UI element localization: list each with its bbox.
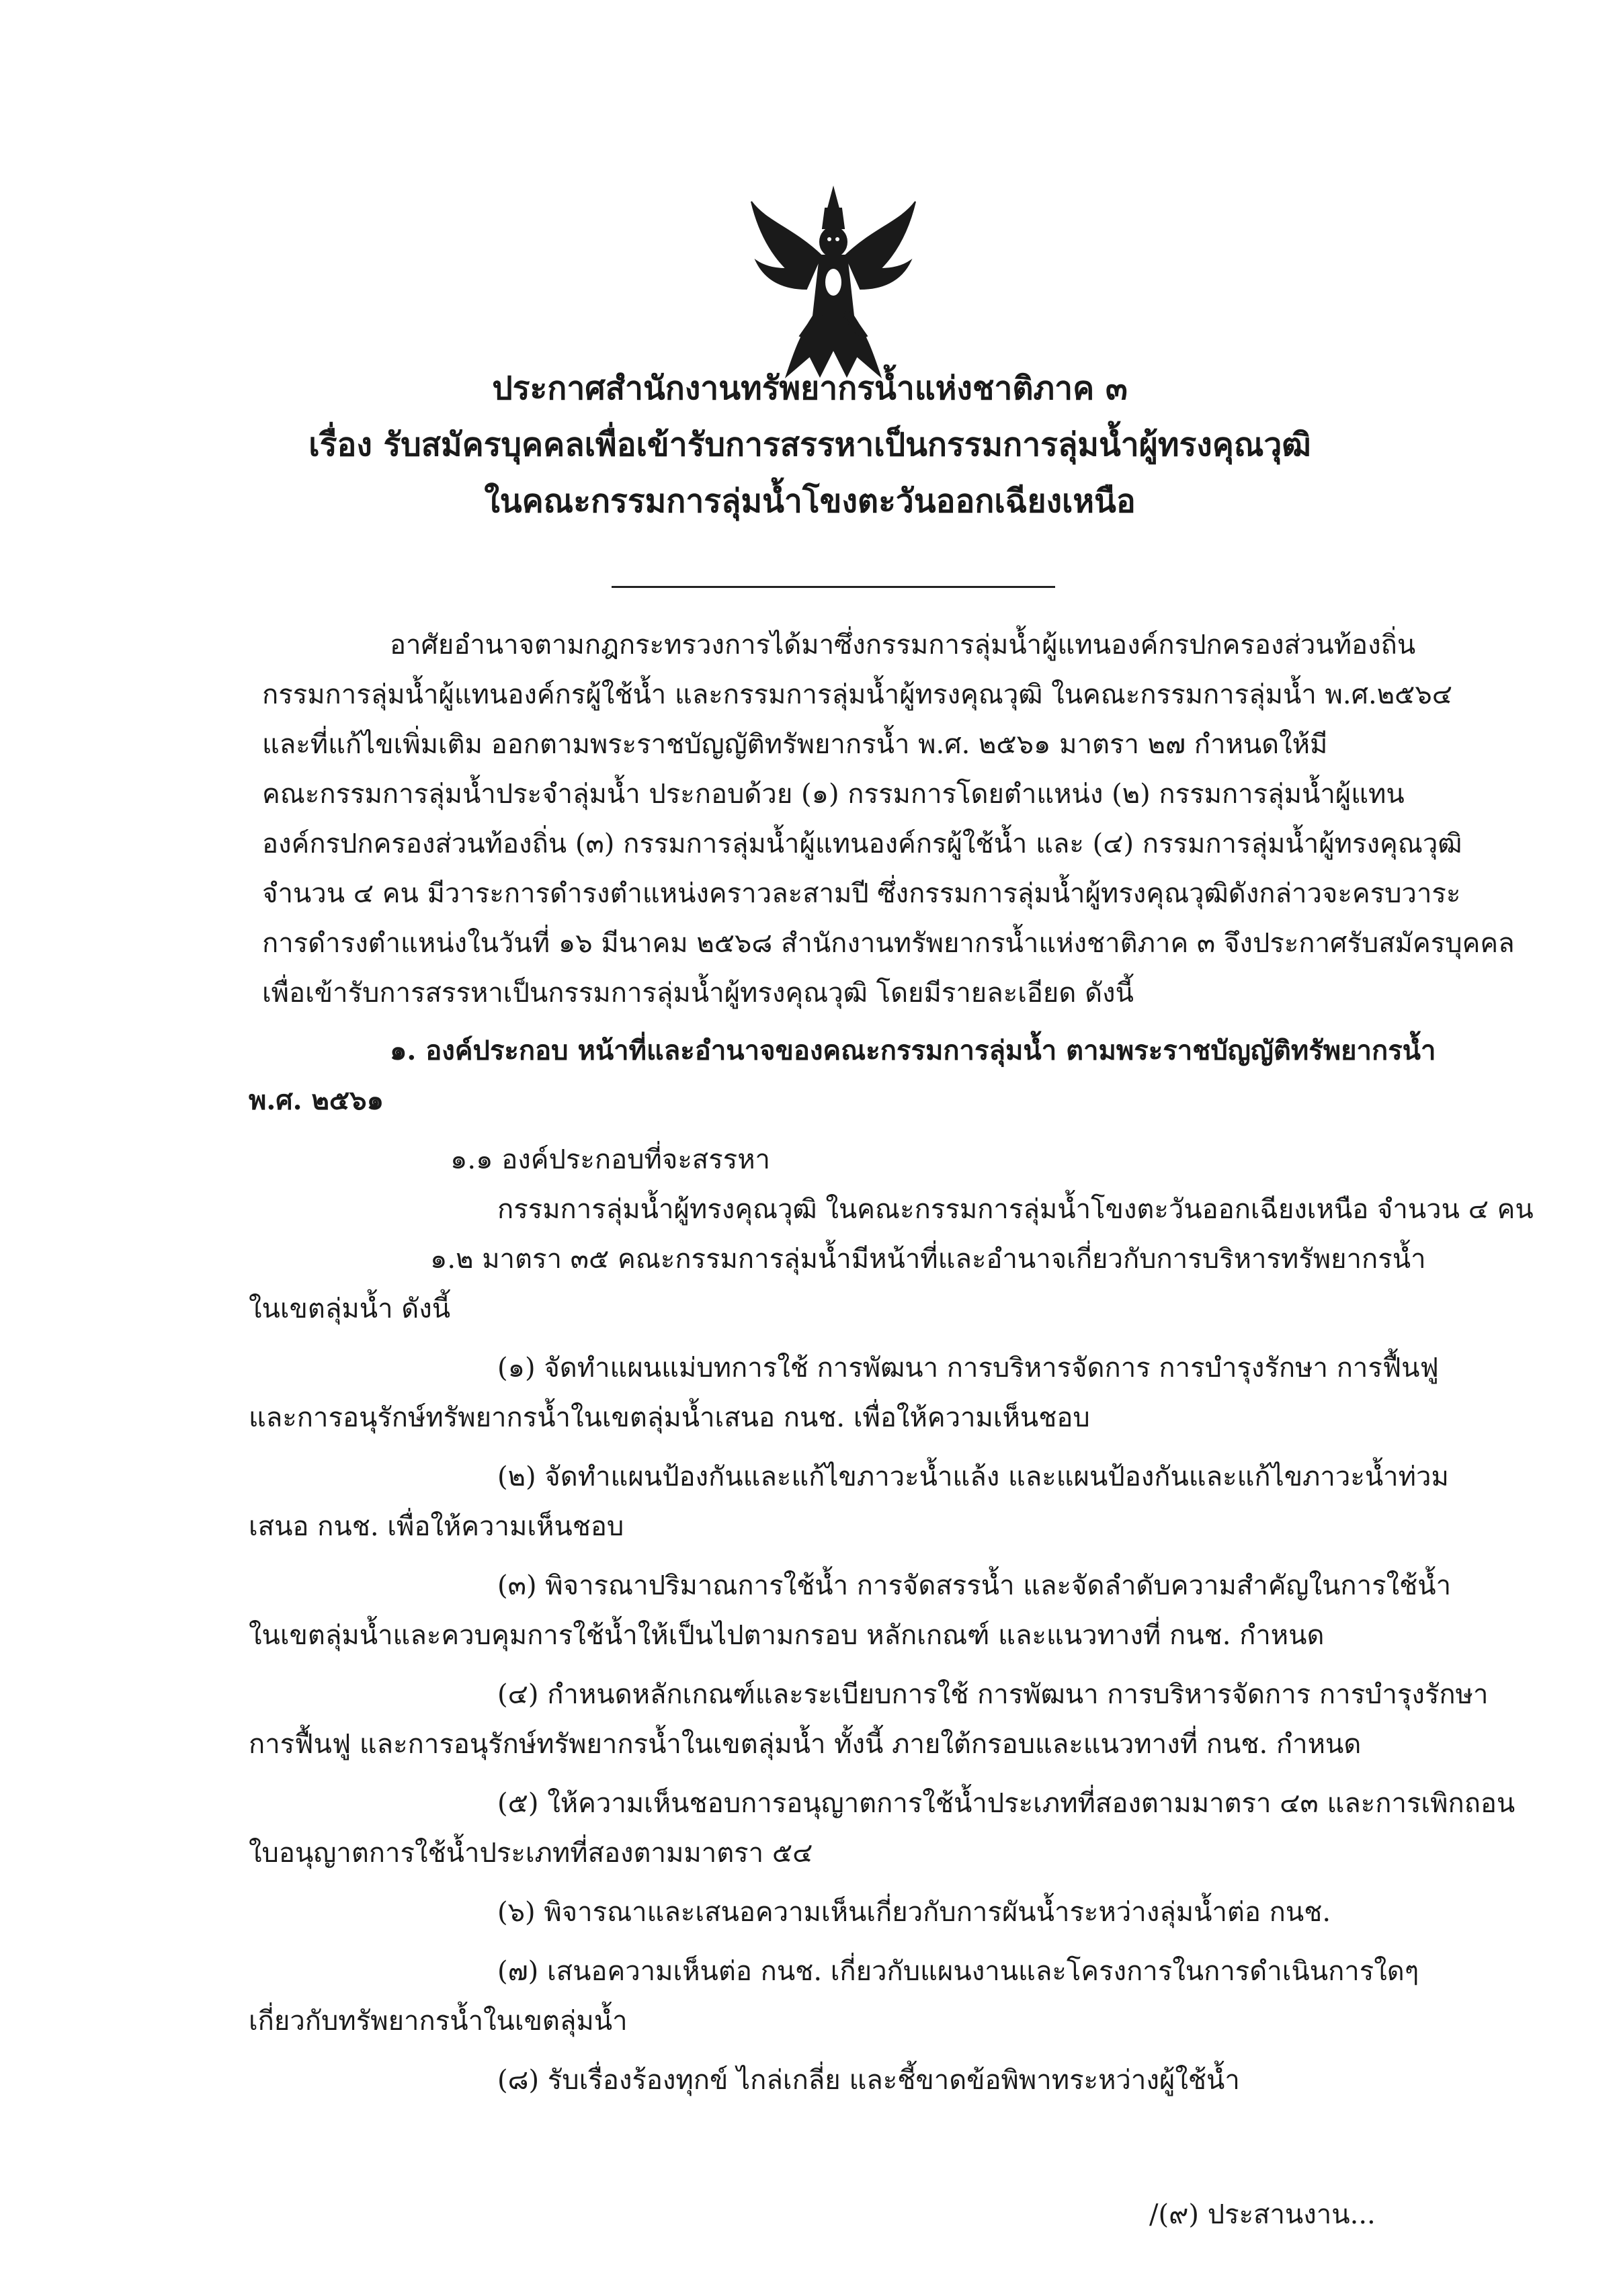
intro-line: จำนวน ๔ คน มีวาระการดำรงตำแหน่งคราวละสามปี ซึ่งกรรมการลุ่มน้ำผู้ทรงคุณวุฒิดังกล่าวจะครบวาระ [262, 878, 1461, 909]
intro-line: การดำรงตำแหน่งในวันที่ ๑๖ มีนาคม ๒๕๖๘ สำนักงานทรัพยากรน้ำแห่งชาติภาค ๓ จึงประกาศรับสมัครบุคคล [262, 928, 1515, 959]
list-item: ใบอนุญาตการใช้น้ำประเภทที่สองตามมาตรา ๕๔ [249, 1838, 813, 1869]
list-item: (๘) รับเรื่องร้องทุกข์ ไกล่เกลี่ย และชี้ขาดข้อพิพาทระหว่างผู้ใช้น้ำ [497, 2065, 1240, 2096]
list-item: (๖) พิจารณาและเสนอความเห็นเกี่ยวกับการผันน้ำระหว่างลุ่มน้ำต่อ กนช. [497, 1897, 1331, 1928]
list-item: (๗) เสนอความเห็นต่อ กนช. เกี่ยวกับแผนงานและโครงการในการดำเนินการใดๆ [497, 1956, 1419, 1987]
list-item: และการอนุรักษ์ทรัพยากรน้ำในเขตลุ่มน้ำเสนอ กนช. เพื่อให้ความเห็นชอบ [249, 1402, 1090, 1433]
section-1-2-text: ในเขตลุ่มน้ำ ดังนี้ [249, 1293, 451, 1324]
section-1-heading-cont: พ.ศ. ๒๕๖๑ [249, 1085, 384, 1116]
section-1-1-heading: ๑.๑ องค์ประกอบที่จะสรรหา [450, 1144, 771, 1175]
intro-line: อาศัยอำนาจตามกฎกระทรวงการได้มาซึ่งกรรมการลุ่มน้ำผู้แทนองค์กรปกครองส่วนท้องถิ่น [390, 630, 1416, 661]
list-item: ในเขตลุ่มน้ำและควบคุมการใช้น้ำให้เป็นไปตามกรอบ หลักเกณฑ์ และแนวทางที่ กนช. กำหนด [249, 1620, 1325, 1651]
title-line-2: เรื่อง รับสมัครบุคคลเพื่อเข้ารับการสรรหาเป็นกรรมการลุ่มน้ำผู้ทรงคุณวุฒิ [308, 426, 1311, 464]
list-item: (๒) จัดทำแผนป้องกันและแก้ไขภาวะน้ำแล้ง และแผนป้องกันและแก้ไขภาวะน้ำท่วม [497, 1461, 1449, 1492]
list-item: (๕) ให้ความเห็นชอบการอนุญาตการใช้น้ำประเภทที่สองตามมาตรา ๔๓ และการเพิกถอน [497, 1788, 1516, 1819]
section-1-1-text: กรรมการลุ่มน้ำผู้ทรงคุณวุฒิ ในคณะกรรมการลุ่มน้ำโขงตะวันออกเฉียงเหนือ จำนวน ๔ คน [497, 1194, 1534, 1225]
list-item: (๓) พิจารณาปริมาณการใช้น้ำ การจัดสรรน้ำ และจัดลำดับความสำคัญในการใช้น้ำ [497, 1570, 1452, 1601]
intro-line: เพื่อเข้ารับการสรรหาเป็นกรรมการลุ่มน้ำผู้ทรงคุณวุฒิ โดยมีรายละเอียด ดังนี้ [262, 978, 1134, 1009]
garuda-emblem-icon [746, 181, 921, 383]
list-item: เกี่ยวกับทรัพยากรน้ำในเขตลุ่มน้ำ [249, 2006, 628, 2037]
intro-line: กรรมการลุ่มน้ำผู้แทนองค์กรผู้ใช้น้ำ และกรรมการลุ่มน้ำผู้ทรงคุณวุฒิ ในคณะกรรมการลุ่มน้ำ พ.ศ.๒๕๖๔ [262, 679, 1452, 710]
intro-line: องค์กรปกครองส่วนท้องถิ่น (๓) กรรมการลุ่มน้ำผู้แทนองค์กรผู้ใช้น้ำ และ (๔) กรรมการลุ่มน้ำผู้ทรงคุณวุฒิ [262, 828, 1462, 859]
title-line-1: ประกาศสำนักงานทรัพยากรน้ำแห่งชาติภาค ๓ [492, 370, 1128, 407]
section-1-heading: ๑. องค์ประกอบ หน้าที่และอำนาจของคณะกรรมการลุ่มน้ำ ตามพระราชบัญญัติทรัพยากรน้ำ [390, 1035, 1436, 1066]
continuation-note: /(๙) ประสานงาน... [1149, 2199, 1376, 2230]
list-item: (๔) กำหนดหลักเกณฑ์และระเบียบการใช้ การพัฒนา การบริหารจัดการ การบำรุงรักษา [497, 1679, 1489, 1710]
section-1-2-text: ๑.๒ มาตรา ๓๕ คณะกรรมการลุ่มน้ำมีหน้าที่และอำนาจเกี่ยวกับการบริหารทรัพยากรน้ำ [430, 1244, 1426, 1275]
title-line-3: ในคณะกรรมการลุ่มน้ำโขงตะวันออกเฉียงเหนือ [484, 482, 1136, 520]
intro-line: คณะกรรมการลุ่มน้ำประจำลุ่มน้ำ ประกอบด้วย (๑) กรรมการโดยตำแหน่ง (๒) กรรมการลุ่มน้ำผู้แทน [262, 779, 1405, 810]
list-item: การฟื้นฟู และการอนุรักษ์ทรัพยากรน้ำในเขตลุ่มน้ำ ทั้งนี้ ภายใต้กรอบและแนวทางที่ กนช. กำหนด [249, 1729, 1362, 1760]
list-item: (๑) จัดทำแผนแม่บทการใช้ การพัฒนา การบริหารจัดการ การบำรุงรักษา การฟื้นฟู [497, 1353, 1439, 1384]
title-divider [612, 586, 1055, 588]
intro-line: และที่แก้ไขเพิ่มเติม ออกตามพระราชบัญญัติทรัพยากรน้ำ พ.ศ. ๒๕๖๑ มาตรา ๒๗ กำหนดให้มี [262, 729, 1328, 760]
list-item: เสนอ กนช. เพื่อให้ความเห็นชอบ [249, 1511, 624, 1542]
